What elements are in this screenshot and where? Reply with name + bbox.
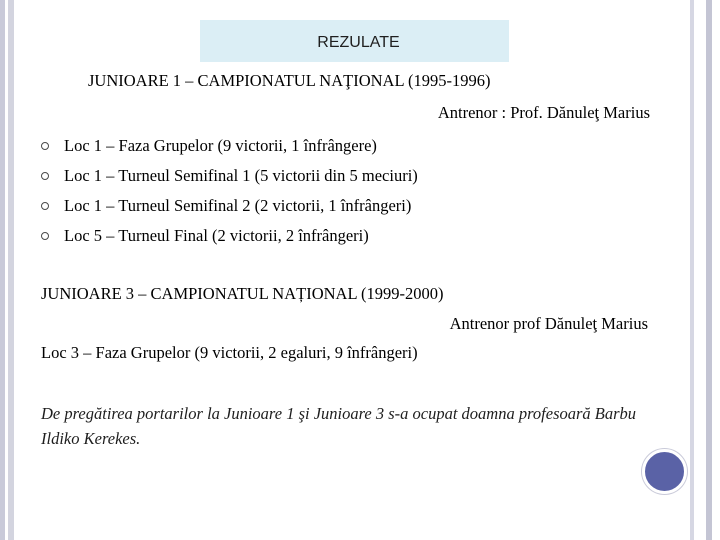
result-text: Loc 5 – Turneul Final (2 victorii, 2 înfrângeri) (64, 226, 369, 245)
list-item (41, 221, 418, 251)
section2-coach: Antrenor prof Dănuleţ Marius (449, 314, 648, 333)
list-item (41, 161, 418, 191)
bullet-icon (41, 232, 49, 240)
section2-result: Loc 3 – Faza Grupelor (9 victorii, 2 egaluri, 9 înfrângeri) (41, 343, 418, 362)
list-item (41, 191, 418, 221)
bullet-icon (41, 172, 49, 180)
bullet-icon (41, 142, 49, 150)
bullet-icon (41, 202, 49, 210)
slide-title (200, 20, 509, 62)
result-text: Loc 1 – Faza Grupelor (9 victorii, 1 înfrângere) (64, 136, 377, 155)
section2-heading: JUNIOARE 3 – CAMPIONATUL NAȚIONAL (1999-2000) (41, 284, 444, 303)
list-item (41, 131, 418, 161)
section1-coach: Antrenor : Prof. Dănuleţ Marius (437, 103, 650, 122)
right-frame-decoration (686, 0, 720, 540)
result-text: Loc 1 – Turneul Semifinal 1 (5 victorii din 5 meciuri) (64, 166, 418, 185)
section1-heading: JUNIOARE 1 – CAMPIONATUL NAŢIONAL (1995-1996) (88, 71, 491, 90)
goalkeeper-training-note: De pregătirea portarilor la Junioare 1 şi Junioare 3 s-a ocupat doamna profesoară Barbu Ildiko Kerekes. (41, 404, 637, 448)
result-text: Loc 1 – Turneul Semifinal 2 (2 victorii, 1 înfrângeri) (64, 196, 412, 215)
section1-results-list (41, 131, 418, 251)
slide-title-text: REZULATE (317, 34, 400, 51)
left-frame-decoration (0, 0, 24, 540)
decorative-circle (642, 449, 687, 494)
